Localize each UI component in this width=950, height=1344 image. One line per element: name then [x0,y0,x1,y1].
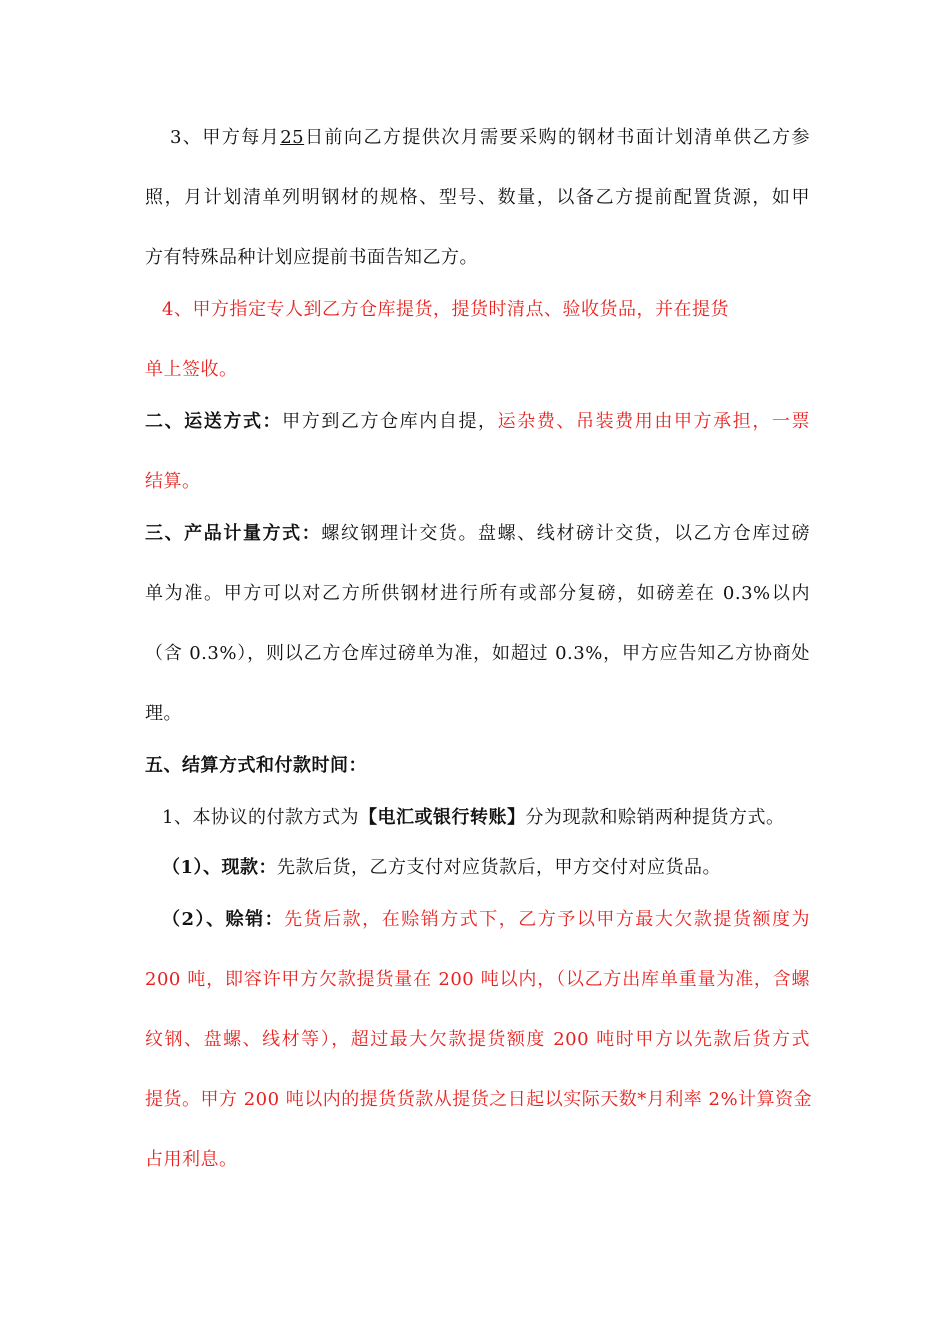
section2-line2: 结算。 [145,471,201,492]
cash-text: 先款后货，乙方支付对应货款后，甲方交付对应货品。 [277,857,722,878]
section2-heading: 二、运送方式： [145,411,283,432]
payment-text-a: 1、本协议的付款方式为 [162,807,359,828]
payment-method: 【电汇或银行转账】 [358,807,526,828]
clause3-line2: 照，月计划清单列明钢材的规格、型号、数量，以备乙方提前配置货源，如甲 [145,187,810,208]
clause3-line1 [170,126,810,150]
section3-text: 螺纹钢理计交货。盘螺、线材磅计交货，以乙方仓库过磅 [321,523,811,544]
section3-line4: 理。 [145,703,182,724]
cash-label: （1）、现款： [162,857,278,878]
cash-line [162,856,810,880]
section5-heading: 五、结算方式和付款时间： [145,755,367,776]
payment-text-b: 分为现款和赊销两种提货方式。 [525,807,785,828]
clause3-text-a: 3、甲方每月 [170,127,281,148]
credit-line2: 200 吨，即容许甲方欠款提货量在 200 吨以内，（以乙方出库单重量为准，含螺 [145,969,810,990]
clause4-line2: 单上签收。 [145,359,238,380]
credit-line3: 纹钢、盘螺、线材等），超过最大欠款提货额度 200 吨时甲方以先款后货方式 [145,1029,810,1050]
credit-label: （2）、赊销： [162,909,285,930]
section3-heading: 三、产品计量方式： [145,523,322,544]
clause3-day-number: 25 [280,127,305,148]
credit-line5: 占用利息。 [145,1149,238,1170]
clause3-line3: 方有特殊品种计划应提前书面告知乙方。 [145,247,478,268]
credit-line4: 提货。甲方 200 吨以内的提货货款从提货之日起以实际天数*月利率 2%计算资金 [145,1089,813,1110]
section3-line3: （含 0.3%），则以乙方仓库过磅单为准，如超过 0.3%，甲方应告知乙方协商处 [145,643,810,664]
section3-line1 [145,522,810,546]
credit-text-1: 先货后款，在赊销方式下，乙方予以甲方最大欠款提货额度为 [284,909,810,930]
section2-red-text: 运杂费、吊装费用由甲方承担，一票 [497,411,811,432]
clause4-line1: 4、甲方指定专人到乙方仓库提货，提货时清点、验收货品，并在提货 [162,299,729,320]
section2-line1 [145,410,810,434]
section3-line2: 单为准。甲方可以对乙方所供钢材进行所有或部分复磅，如磅差在 0.3%以内 [145,583,810,604]
section2-text: 甲方到乙方仓库内自提， [282,411,498,432]
clause3-text-b: 日前向乙方提供次月需要采购的钢材书面计划清单供乙方参 [304,127,811,148]
credit-line1 [162,908,810,932]
section5-payment-line [162,806,810,830]
